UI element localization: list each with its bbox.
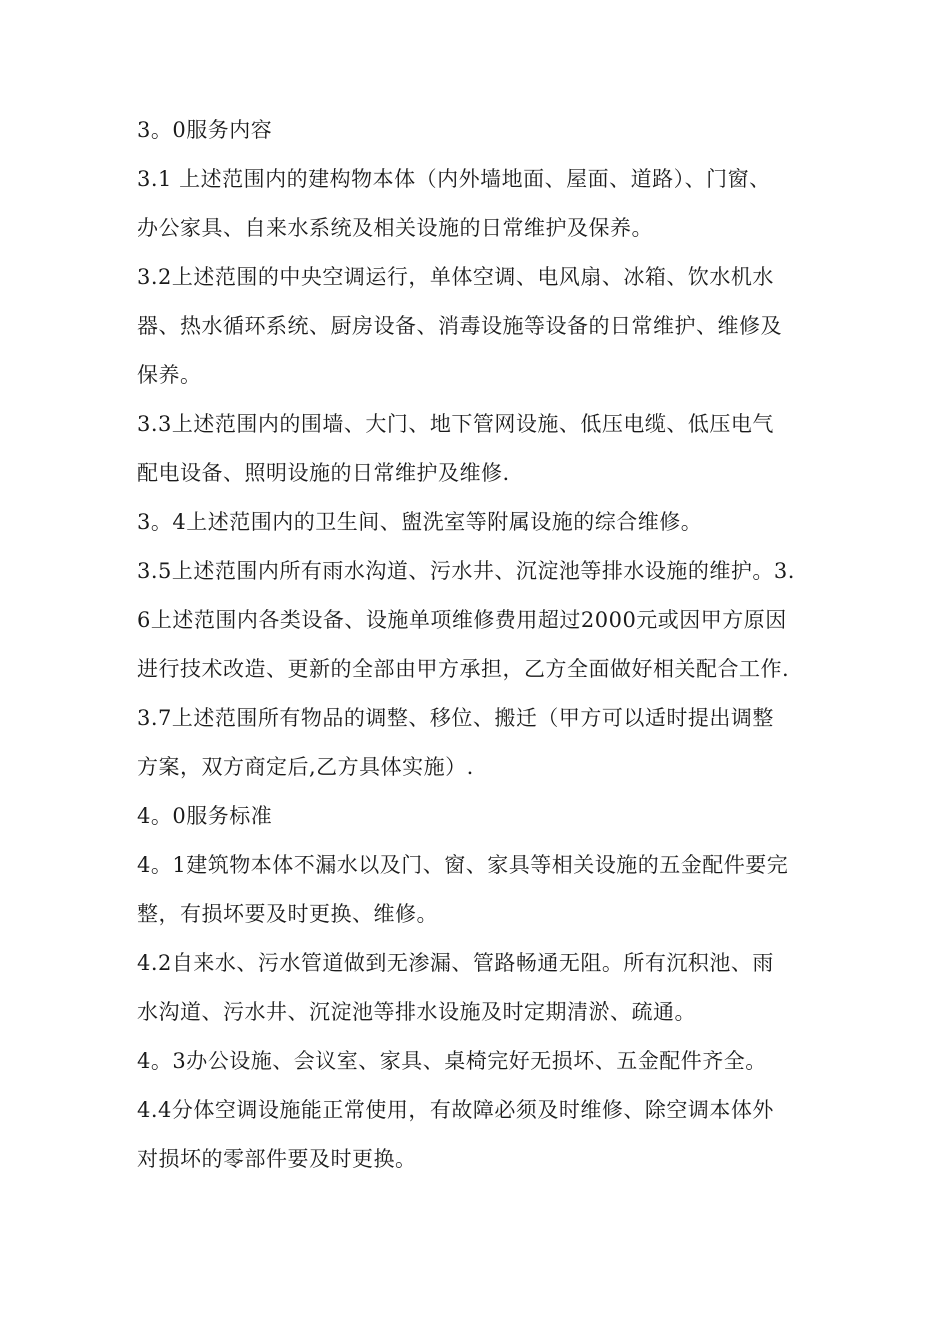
text-line: 4.2自来水、污水管道做到无渗漏、管路畅通无阻。所有沉积池、雨	[137, 951, 774, 975]
text-line: 3。4上述范围内的卫生间、盥洗室等附属设施的综合维修。	[137, 510, 703, 534]
text-line: 水沟道、污水井、沉淀池等排水设施及时定期清淤、疏通。	[137, 1000, 696, 1024]
text-line: 4。3办公设施、会议室、家具、桌椅完好无损坏、五金配件齐全。	[137, 1049, 767, 1073]
text-line: 器、热水循环系统、厨房设备、消毒设施等设备的日常维护、维修及	[137, 314, 782, 338]
text-line: 3.1 上述范围内的建构物本体（内外墙地面、屋面、道路）、门窗、	[137, 167, 771, 191]
section-heading-4-0: 4。0服务标准	[137, 804, 273, 828]
text-line: 办公家具、自来水系统及相关设施的日常维护及保养。	[137, 216, 653, 240]
text-line: 进行技术改造、更新的全部由甲方承担，乙方全面做好相关配合工作.	[137, 657, 790, 681]
text-line: 配电设备、照明设施的日常维护及维修.	[137, 461, 510, 485]
text-line: 4。1建筑物本体不漏水以及门、窗、家具等相关设施的五金配件要完	[137, 853, 789, 877]
document-body	[137, 113, 827, 1191]
section-heading-3-0: 3。0服务内容	[137, 118, 273, 142]
text-line: 3.3上述范围内的围墙、大门、地下管网设施、低压电缆、低压电气	[137, 412, 774, 436]
text-line: 3.5上述范围内所有雨水沟道、污水井、沉淀池等排水设施的维护。3.	[137, 559, 795, 583]
text-line: 整，有损坏要及时更换、维修。	[137, 902, 438, 926]
text-line: 方案，双方商定后,乙方具体实施）.	[137, 755, 474, 779]
text-line: 3.7上述范围所有物品的调整、移位、搬迁（甲方可以适时提出调整	[137, 706, 774, 730]
text-line: 3.2上述范围的中央空调运行，单体空调、电风扇、冰箱、饮水机水	[137, 265, 774, 289]
text-line: 4.4分体空调设施能正常使用，有故障必须及时维修、除空调本体外	[137, 1098, 774, 1122]
text-line: 6上述范围内各类设备、设施单项维修费用超过2000元或因甲方原因	[137, 608, 787, 632]
text-line: 保养。	[137, 363, 202, 387]
text-line: 对损坏的零部件要及时更换。	[137, 1147, 417, 1171]
